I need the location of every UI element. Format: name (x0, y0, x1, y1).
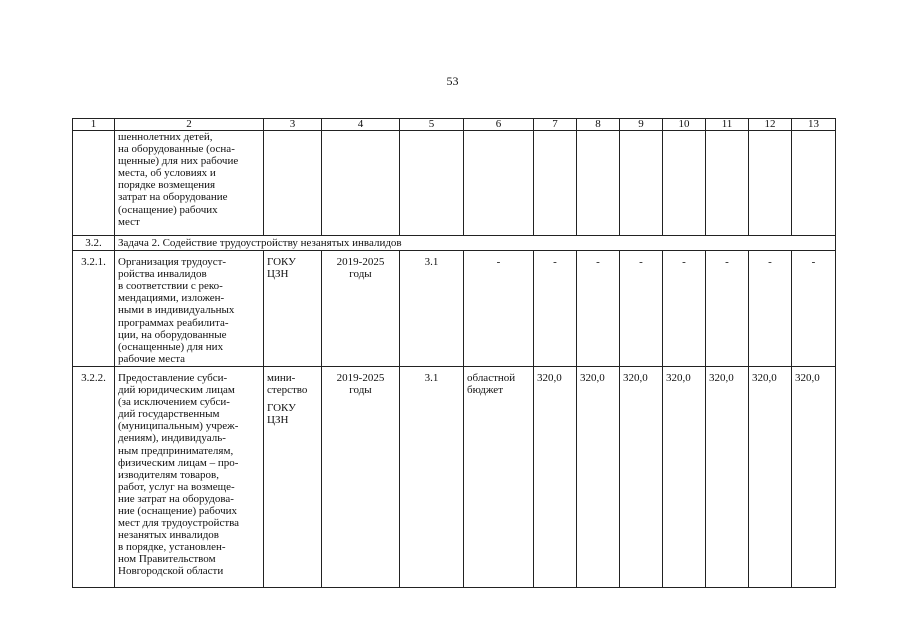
activity-text-cell: шеннолетних детей, на оборудованные (осна- щенные) для них рабочие места, об условиях и порядке возмещения затрат на оборудование (оснащение) рабочих мест (115, 131, 264, 236)
task-title: Задача 2. Содействие трудоустройству незанятых инвалидов (115, 236, 836, 251)
task-row (73, 236, 836, 251)
value-cell: - (749, 251, 792, 367)
value-cell: - (706, 251, 749, 367)
period-cell: 2019-2025 годы (322, 251, 400, 367)
value-cell: 320,0 (663, 366, 706, 587)
executor-cell: мини- стерство ГОКУ ЦЗН (264, 366, 322, 587)
value-cell: 320,0 (577, 366, 620, 587)
row-number-cell: 3.2.2. (73, 366, 115, 587)
value-cell: - (577, 251, 620, 367)
value-cell: 320,0 (706, 366, 749, 587)
row-number-cell: 3.2.1. (73, 251, 115, 367)
header-cell: 7 (534, 119, 577, 131)
target-cell: 3.1 (400, 251, 464, 367)
table-row (73, 251, 836, 367)
header-cell: 10 (663, 119, 706, 131)
header-cell: 1 (73, 119, 115, 131)
value-cell: - (534, 251, 577, 367)
header-cell: 3 (264, 119, 322, 131)
header-cell: 8 (577, 119, 620, 131)
header-cell: 13 (792, 119, 836, 131)
value-cell: - (792, 251, 836, 367)
source-cell: областной бюджет (464, 366, 534, 587)
page-number: 53 (446, 74, 459, 88)
header-cell: 9 (620, 119, 663, 131)
header-cell: 11 (706, 119, 749, 131)
table-row (73, 131, 836, 236)
value-cell: 320,0 (620, 366, 663, 587)
activity-text-cell: Организация трудоуст- ройства инвалидов в соответствии с реко- мендациями, изложен- ными в индивидуальных программах реабилита- ции, на оборудованные (оснащенные) для них рабочие места (115, 251, 264, 367)
value-cell: 320,0 (534, 366, 577, 587)
value-cell: - (464, 251, 534, 367)
target-cell: 3.1 (400, 366, 464, 587)
value-cell: 320,0 (749, 366, 792, 587)
program-table (72, 118, 836, 588)
value-cell: 320,0 (792, 366, 836, 587)
table-row (73, 366, 836, 587)
value-cell: - (620, 251, 663, 367)
value-cell: - (663, 251, 706, 367)
header-cell: 4 (322, 119, 400, 131)
row-number-cell (73, 131, 115, 236)
header-cell: 2 (115, 119, 264, 131)
header-cell: 6 (464, 119, 534, 131)
period-cell: 2019-2025 годы (322, 366, 400, 587)
row-number-cell: 3.2. (73, 236, 115, 251)
header-cell: 5 (400, 119, 464, 131)
header-cell: 12 (749, 119, 792, 131)
activity-text-cell: Предоставление субси- дий юридическим лицам (за исключением субси- дий государственным (муниципальным) учреж- дениям), индивидуаль- ным предпринимателям, физическим лицам – про- изводителям товаров, работ, услуг на возмеще- ние затрат на оборудова- ние (оснащение) рабочих мест для трудоустройства незанятых инвалидов в порядке, установлен- ном Правительством Новгородской области (115, 366, 264, 587)
executor-cell: ГОКУ ЦЗН (264, 251, 322, 367)
header-row (73, 119, 836, 131)
